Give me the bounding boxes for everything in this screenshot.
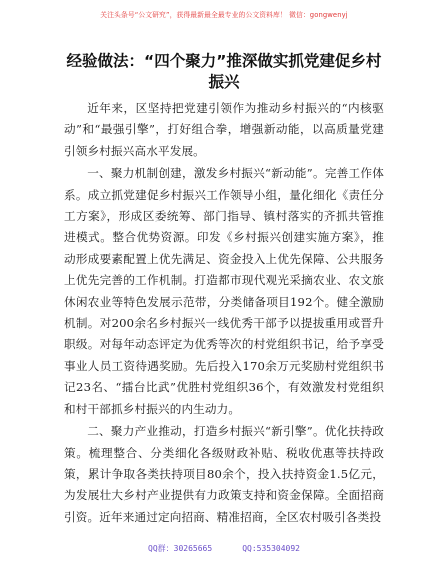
qq-group-text: QQ群：30265665	[148, 544, 213, 553]
paragraph-section-2: 二、聚力产业推动，打造乡村振兴“新引擎”。优化扶持政策。梳理整合、分类细化各级财政补贴、税收优惠等扶持政策，累计争取各类扶持项目80余个，投入扶持资金1.5亿元，为发展壮大乡村产业提供有力政策支持和资金保障。全面招商引资。近年来通过定向招商、精准招商，全区农村吸引各类投	[64, 424, 384, 524]
document-body	[64, 98, 384, 528]
contact-footer	[0, 543, 448, 554]
paragraph-intro: 近年来，区坚持把党建引领作为推动乡村振兴的“内核驱动”和“最强引擎”，打好组合拳，增强新动能，以高质量党建引领乡村振兴高水平发展。	[64, 101, 384, 158]
qq-text: QQ:535304092	[242, 544, 300, 553]
paragraph-section-1: 一、聚力机制创建，激发乡村振兴“新动能”。完善工作体系。成立抓党建促乡村振兴工作领导小组，量化细化《责任分工方案》，形成区委统筹、部门指导、镇村落实的齐抓共管推进模式。整合优势资源。印发《乡村振兴创建实施方案》，推动形成要素配置上优先满足、资金投入上优先保障、公共服务上优先完善的工作机制。打造都市现代观光采摘农业、农文旅休闲农业等特色发展示范带，分类储备项目192个。健全激励机制。对200余名乡村振兴一线优秀干部予以提拔重用或晋升职级。对每年动态评定为优秀等次的村党组织书记，给予享受事业人员工资待遇奖励。先后投入170余万元奖励村党组织书记23名、“擂台比武”优胜村党组织36个，有效激发村党组织和村干部抓乡村振兴的内生动力。	[64, 166, 384, 416]
promo-banner: 关注头条号“公文研究”，获得最新最全最专业的公文资料库！ 微信：gongwenyj	[100, 11, 348, 19]
document-title: 经验做法：“四个聚力”推深做实抓党建促乡村振兴	[66, 52, 382, 91]
